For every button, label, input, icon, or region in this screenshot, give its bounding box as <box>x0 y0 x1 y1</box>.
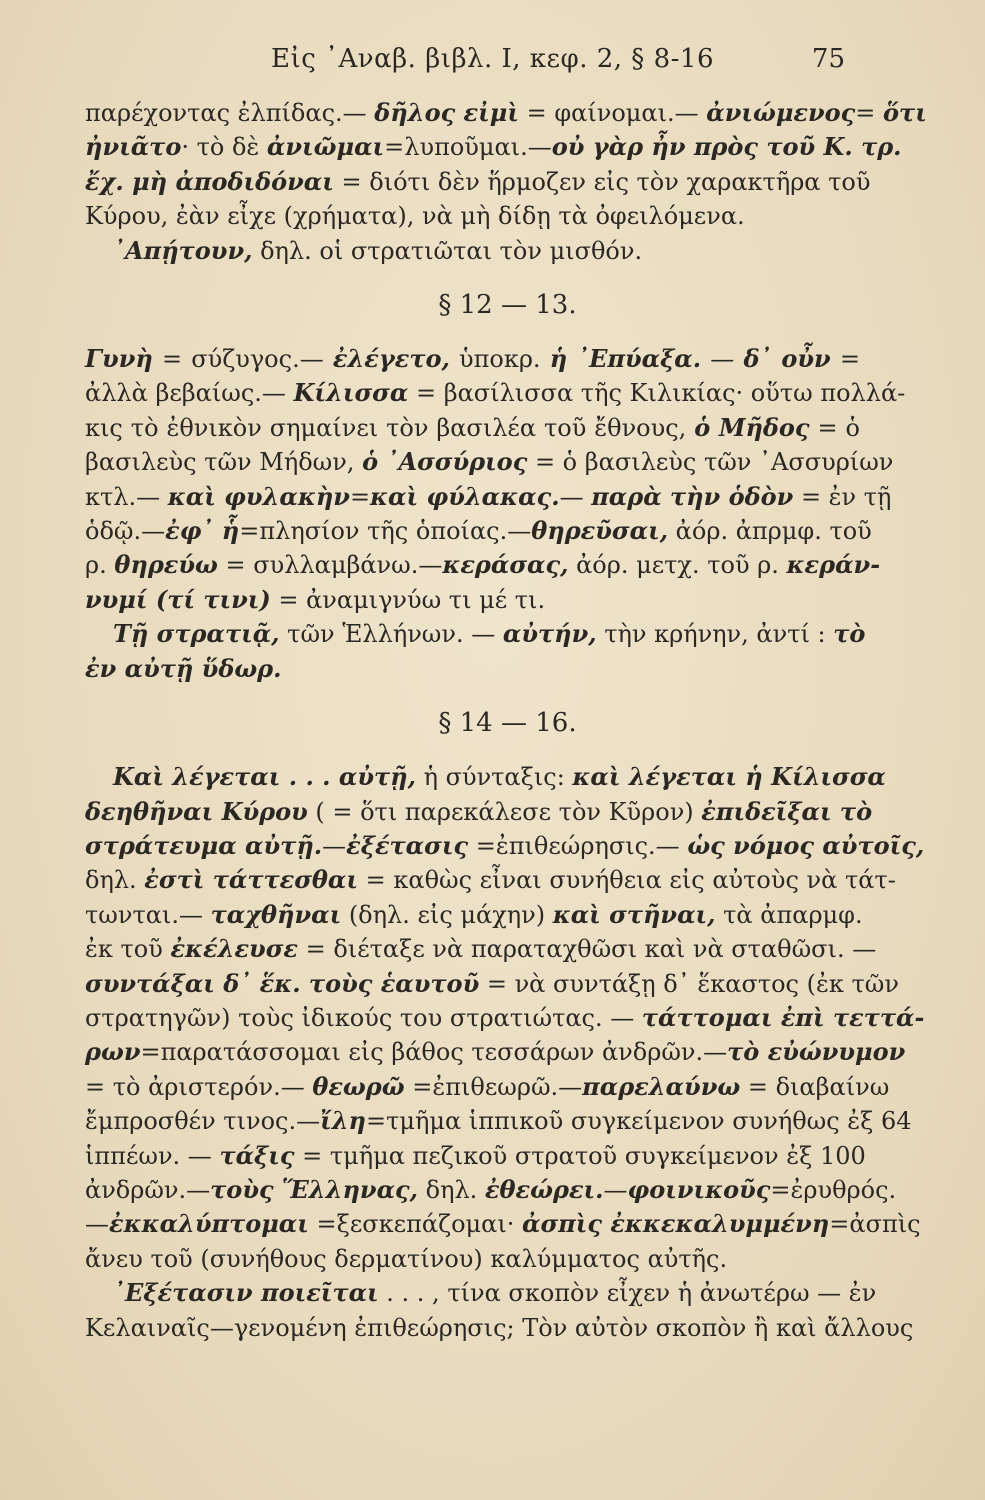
gloss-text: — <box>559 482 592 511</box>
text-line <box>85 1311 914 1345</box>
keyword-lemma: παρελαύνω <box>582 1071 741 1101</box>
gloss-text: τὴν κρήνην, ἀντί : <box>596 620 834 649</box>
text-line <box>85 1035 906 1069</box>
gloss-text: = καθὼς εἶναι συνήθεια εἰς αὐτοὺς νὰ τάτ- <box>358 866 896 895</box>
keyword-lemma: ἐν αὐτῇ ὕδωρ. <box>85 653 282 683</box>
gloss-text: — <box>85 1210 109 1239</box>
keyword-lemma: φοινικοῦς <box>627 1174 771 1204</box>
keyword-lemma: δεηθῆναι Κύρου <box>85 796 308 826</box>
keyword-lemma: δ᾿ οὖν <box>743 344 831 374</box>
gloss-text: =πλησίον τῆς ὁποίας.— <box>239 517 532 546</box>
gloss-text: δηλ. οἱ στρατιῶται τὸν μισθόν. <box>252 236 643 265</box>
section-heading: § 12 — 13. <box>438 290 577 321</box>
keyword-lemma: τάττομαι ἐπὶ τεττά- <box>641 1002 925 1032</box>
text-line <box>85 1070 890 1104</box>
keyword-lemma: ἐλέγετο, <box>332 344 450 374</box>
gloss-text: = διέταξε νὰ παραταχθῶσι καὶ νὰ σταθῶσι. — <box>297 935 877 964</box>
keyword-lemma: ἐπιδεῖξαι τὸ <box>701 796 873 826</box>
keyword-lemma: ἀνιώμενος <box>706 98 856 127</box>
running-head: Εἰς ᾿Αναβ. βιβλ. Ι, κεφ. 2, § 8-16 <box>271 44 714 74</box>
keyword-lemma: δῆλος εἰμὶ <box>374 98 519 127</box>
text-line <box>85 480 892 514</box>
keyword-lemma: ἐκκαλύπτομαι <box>109 1209 309 1239</box>
text-line <box>85 1001 925 1035</box>
text-line <box>85 760 886 794</box>
gloss-text: = ἐν τῇ <box>793 482 892 511</box>
keyword-lemma: τὸ <box>833 619 866 649</box>
keyword-lemma: συντάξαι δ᾿ ἕκ. τοὺς ἑαυτοῦ <box>85 968 480 998</box>
keyword-lemma: Τῇ στρατιᾷ, <box>113 619 280 649</box>
keyword-lemma: ἐθεώρει. <box>484 1174 604 1204</box>
keyword-lemma: ὁ ᾿Ασσύριος <box>362 447 528 477</box>
keyword-lemma: οὐ γὰρ ἦν πρὸς τοῦ Κ. τρ. <box>551 132 902 162</box>
keyword-lemma: θηρεύω <box>114 550 218 580</box>
text-line <box>85 445 894 479</box>
text-line <box>85 96 927 130</box>
text-line <box>85 130 902 164</box>
keyword-lemma: ταχθῆναι <box>210 899 342 929</box>
gloss-text: = ὁ βασιλεὺς τῶν ᾿Ασσυρίων <box>527 448 894 477</box>
gloss-text: — <box>603 1175 628 1204</box>
text-line <box>85 829 925 863</box>
keyword-lemma: ἐφ᾿ ἧ <box>165 516 240 546</box>
keyword-lemma: ᾿Απῄτουν, <box>113 235 253 265</box>
text-line <box>85 234 860 268</box>
gloss-text: (δηλ. εἰς μάχην) <box>341 900 553 929</box>
keyword-lemma: αὐτήν, <box>502 619 597 649</box>
text-line <box>85 1139 866 1173</box>
gloss-text: ὑποκρ. <box>449 345 550 374</box>
gloss-text: =ξεσκεπάζομαι· <box>308 1210 523 1239</box>
gloss-text: =παρατάσσομαι εἰς βάθος τεσσάρων ἀνδρῶν.— <box>140 1038 728 1067</box>
gloss-text: ἀόρ. μετχ. τοῦ ρ. <box>568 551 787 580</box>
text-line <box>85 548 881 582</box>
gloss-text: . . . , τίνα σκοπὸν εἶχεν ἡ ἀνωτέρω — ἐν <box>378 1279 877 1308</box>
gloss-text: ἐκ τοῦ <box>85 935 171 964</box>
text-line <box>85 1207 921 1241</box>
gloss-text: παρέχοντας ἐλπίδας.— <box>85 99 375 127</box>
gloss-text: τῶν Ἑλλήνων. — <box>279 620 503 649</box>
gloss-text: =ἐπιθεώρησις.— <box>468 831 688 860</box>
text-line <box>85 199 860 233</box>
gloss-text: = τὸ ἀριστερόν.— <box>85 1072 313 1101</box>
text-line <box>85 967 899 1001</box>
keyword-lemma: καὶ φύλακας. <box>370 481 560 511</box>
gloss-text: ἀνδρῶν.— <box>85 1175 211 1204</box>
keyword-lemma: ἔχ. μὴ ἀποδιδόναι <box>85 166 334 196</box>
text-line <box>85 795 873 829</box>
text-line <box>85 1173 897 1207</box>
gloss-text: βασιλεὺς τῶν Μήδων, <box>85 448 363 477</box>
gloss-text: Κύρου, ἐὰν εἶχε (χρήματα), νὰ μὴ δίδῃ τὰ ὀφειλόμενα. <box>85 202 745 231</box>
keyword-lemma: θεωρῶ <box>312 1071 405 1101</box>
keyword-lemma: ὁ Μῆδος <box>694 412 810 442</box>
gloss-text: Κελαιναῖς—γενομένη ἐπιθεώρησις; Τὸν αὐτὸν σκοπὸν ἢ καὶ ἄλλους <box>85 1313 914 1342</box>
gloss-text: =ἀσπὶς <box>829 1210 921 1239</box>
text-line <box>85 1104 912 1138</box>
keyword-lemma: κεράν- <box>786 550 881 580</box>
keyword-lemma: ἀνιῶμαι <box>266 132 385 162</box>
keyword-lemma: κεράσας, <box>442 550 569 580</box>
gloss-text: — <box>322 831 347 860</box>
text-line <box>85 411 860 445</box>
gloss-text: κτλ.— <box>85 482 168 511</box>
text-line <box>85 342 860 376</box>
text-line <box>85 652 860 686</box>
gloss-text: κις τὸ ἐθνικὸν σημαίνει τὸν βασιλέα τοῦ ἔθνους, <box>85 413 695 442</box>
gloss-text: = ὁ <box>809 413 860 442</box>
text-line <box>85 932 877 966</box>
gloss-text: ρ. <box>85 551 115 580</box>
gloss-text: = <box>349 482 371 511</box>
gloss-text: — <box>701 345 744 374</box>
keyword-lemma: Γυνὴ <box>85 344 153 374</box>
gloss-text: = τμῆμα πεζικοῦ στρατοῦ συγκείμενον ἐξ 100 <box>294 1141 866 1170</box>
gloss-text: = ἀναμιγνύω τι μέ τι. <box>270 585 546 614</box>
gloss-text: = βασίλισσα τῆς Κιλικίας· οὕτω πολλά- <box>408 379 906 408</box>
keyword-lemma: ὅτι <box>883 98 927 127</box>
gloss-text: =ἐπιθεωρῶ.— <box>404 1072 583 1101</box>
gloss-text: ἱππέων. — <box>85 1141 220 1170</box>
text-line <box>85 1276 877 1310</box>
keyword-lemma: στράτευμα αὐτῇ. <box>85 830 323 860</box>
gloss-text: · τὸ δὲ <box>181 133 267 162</box>
keyword-lemma: ἐκέλευσε <box>170 934 298 964</box>
text-line <box>85 863 896 897</box>
keyword-lemma: ἴλη <box>320 1106 366 1136</box>
gloss-text: = νὰ συντάξῃ δ᾿ ἕκαστος (ἐκ τῶν <box>479 969 899 998</box>
gloss-text: ἔμπροσθέν τινος.— <box>85 1107 321 1136</box>
gloss-text: = σύζυγος.— <box>152 345 333 374</box>
gloss-text: ὁδῷ.— <box>85 517 166 546</box>
keyword-lemma: ἐστὶ τάττεσθαι <box>144 865 358 895</box>
page-number: 75 <box>811 44 845 74</box>
gloss-text: = <box>830 345 860 374</box>
gloss-text: τὰ ἀπαρμφ. <box>715 900 863 929</box>
text-line <box>85 617 866 651</box>
gloss-text: = διαβαίνω <box>740 1072 890 1101</box>
page-header <box>0 44 985 84</box>
keyword-lemma: ρων <box>85 1037 141 1067</box>
gloss-text: ἡ σύνταξις: <box>415 763 573 792</box>
gloss-text: δηλ. <box>418 1175 485 1204</box>
commentary-body <box>85 96 927 1345</box>
keyword-lemma: καὶ λέγεται ἡ Κίλισσα <box>572 762 886 792</box>
text-line <box>85 514 872 548</box>
gloss-text: ἀλλὰ βεβαίως.— <box>85 379 294 408</box>
text-line <box>85 583 860 617</box>
gloss-text: δηλ. <box>85 866 145 895</box>
keyword-lemma: παρὰ τὴν ὁδὸν <box>591 481 794 511</box>
gloss-text: = συλλαμβάνω.— <box>217 551 443 580</box>
gloss-text: ( = ὅτι παρεκάλεσε τὸν Κῦρον) <box>307 797 702 826</box>
text-line <box>85 165 871 199</box>
keyword-lemma: ᾿Εξέτασιν ποιεῖται <box>113 1278 379 1308</box>
keyword-lemma: καὶ φυλακὴν <box>167 481 350 511</box>
keyword-lemma: νυμί (τί τινι) <box>85 584 271 614</box>
gloss-text: = διότι δὲν ἥρμοζεν εἰς τὸν χαρακτῆρα τοῦ <box>333 167 871 196</box>
text-line <box>85 898 863 932</box>
section-heading: § 14 — 16. <box>438 708 577 739</box>
keyword-lemma: τάξις <box>219 1140 295 1170</box>
keyword-lemma: ἠνιᾶτο <box>85 132 182 162</box>
keyword-lemma: ὡς νόμος αὐτοῖς, <box>687 830 925 860</box>
text-line <box>85 1242 860 1276</box>
gloss-text: τωνται.— <box>85 900 211 929</box>
keyword-lemma: καὶ στῆναι, <box>552 899 716 929</box>
gloss-text: = φαίνομαι.— <box>518 99 707 127</box>
keyword-lemma: τὸ εὐώνυμον <box>727 1037 906 1067</box>
gloss-text: =τμῆμα ἱππικοῦ συγκείμενον συνήθως ἐξ 64 <box>365 1107 912 1136</box>
gloss-text: =ἐρυθρός. <box>770 1175 897 1204</box>
keyword-lemma: ἐξέτασις <box>346 830 469 860</box>
gloss-text: στρατηγῶν) τοὺς ἰδικούς του στρατιώτας. — <box>85 1003 642 1032</box>
gloss-text: = <box>855 99 884 127</box>
text-line <box>85 376 906 410</box>
gloss-text: ἄνευ τοῦ (συνήθους δερματίνου) καλύμματος αὐτῆς. <box>85 1244 728 1273</box>
keyword-lemma: ἀσπὶς ἐκκεκαλυμμένη <box>522 1209 830 1239</box>
gloss-text: ἀόρ. ἀπρμφ. τοῦ <box>668 517 872 546</box>
keyword-lemma: θηρεῦσαι, <box>531 516 669 546</box>
keyword-lemma: τοὺς Ἕλληνας, <box>210 1174 418 1204</box>
keyword-lemma: ἡ ᾿Επύαξα. <box>549 344 702 374</box>
keyword-lemma: Καὶ λέγεται . . . αὐτῇ, <box>113 762 416 792</box>
gloss-text: =λυποῦμαι.— <box>384 133 552 162</box>
keyword-lemma: Κίλισσα <box>293 378 409 408</box>
